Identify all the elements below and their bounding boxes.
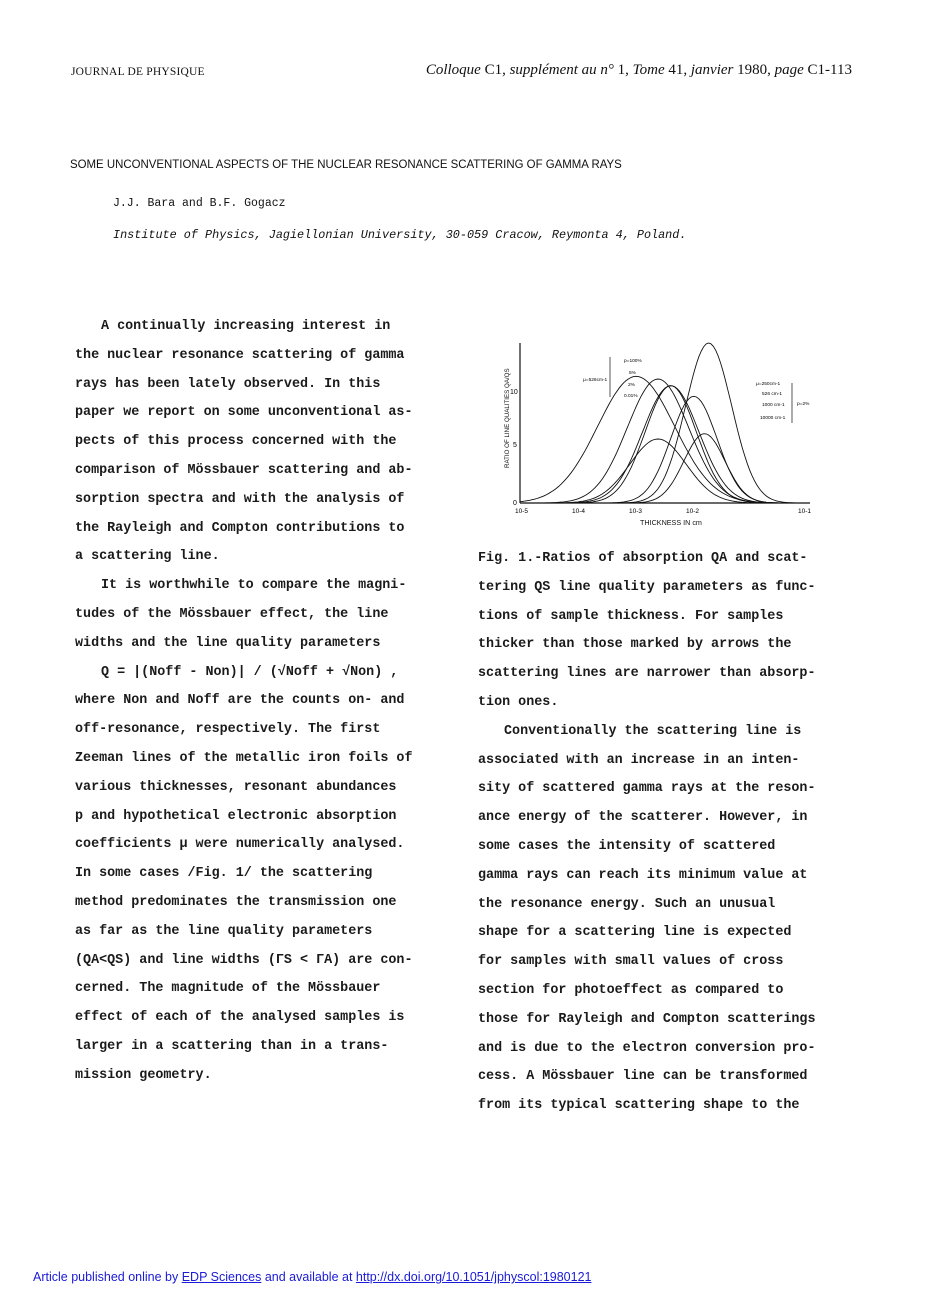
text-line: (QA<QS) and line widths (ΓS < ΓA) are con- [75, 952, 413, 968]
left-column-text [75, 313, 455, 1091]
text-line: for samples with small values of cross [478, 954, 784, 970]
figure-caption-line: tering QS line quality parameters as func- [478, 579, 816, 595]
legend-mu-item: 10000 cm-1 [760, 416, 786, 421]
xtick-label: 10-2 [686, 508, 700, 515]
legend-p-right: p=2% [797, 402, 810, 407]
figure-caption-line: thicker than those marked by arrows the [478, 637, 792, 653]
legend-p-item: 2% [628, 383, 635, 388]
right-column-text [478, 545, 858, 1121]
text-line: method predominates the transmission one [75, 894, 397, 910]
text-line: sity of scattered gamma rays at the reson- [478, 781, 816, 797]
text-line: and is due to the electron conversion pro- [478, 1040, 816, 1056]
x-axis-label: THICKNESS IN cm [640, 518, 702, 527]
text-line: p and hypothetical electronic absorption [75, 808, 397, 824]
publication-footer: Article published online by EDP Sciences and available at http://dx.doi.org/10.1051/jphyscol:1980121 [33, 1270, 592, 1284]
series-line [520, 434, 810, 503]
edp-sciences-link[interactable]: EDP Sciences [181, 1270, 262, 1284]
text-line: section for photoeffect as compared to [478, 982, 784, 998]
figure-caption-line: tion ones. [478, 694, 559, 710]
text-line: larger in a scattering than in a trans- [75, 1038, 389, 1054]
text-line: some cases the intensity of scattered [478, 838, 776, 854]
text-line: It is worthwhile to compare the magni- [101, 578, 407, 594]
paper-title: SOME UNCONVENTIONAL ASPECTS OF THE NUCLEAR RESONANCE SCATTERING OF GAMMA RAYS [70, 157, 622, 171]
legend-p-item: 5% [629, 371, 636, 376]
issue-reference: Colloque C1, supplément au n° 1, Tome 41, janvier 1980, page C1-113 [425, 62, 852, 78]
series-line [520, 396, 810, 503]
text-line: In some cases /Fig. 1/ the scattering [75, 866, 373, 882]
series-line [520, 439, 810, 503]
text-line: effect of each of the analysed samples is [75, 1010, 405, 1026]
text-line: a scattering line. [75, 549, 220, 565]
text-line: Conventionally the scattering line is [504, 723, 802, 739]
text-line: as far as the line quality parameters [75, 923, 373, 939]
text-line: paper we report on some unconventional as- [75, 405, 413, 421]
text-line: cerned. The magnitude of the Mössbauer [75, 981, 381, 997]
xtick-label: 10-4 [572, 508, 586, 515]
text-line: cess. A Mössbauer line can be transformed [478, 1069, 808, 1085]
text-line: ance energy of the scatterer. However, in [478, 810, 808, 826]
text-line: rays has been lately observed. In this [75, 376, 381, 392]
legend-p-item: 0.01% [624, 394, 638, 399]
figure-caption-line: tions of sample thickness. For samples [478, 608, 784, 624]
figure-caption-line: scattering lines are narrower than absorp- [478, 666, 816, 682]
text-line: off-resonance, respectively. The first [75, 722, 381, 738]
text-line: gamma rays can reach its minimum value at [478, 867, 808, 883]
text-line: the Rayleigh and Compton contributions to [75, 520, 405, 536]
text-line: A continually increasing interest in [101, 319, 391, 334]
y-axis-label: RATIO OF LINE QUALITIES QA/QS [504, 368, 511, 468]
text-line: sorption spectra and with the analysis of [75, 491, 405, 507]
legend-p-item: p=100% [624, 359, 642, 364]
legend-mu-item: μ=250cm-1 [756, 382, 781, 387]
paper-authors: J.J. Bara and B.F. Gogacz [113, 197, 286, 210]
ytick-label: 0 [513, 500, 517, 507]
journal-name: JOURNAL DE PHYSIQUE [71, 66, 205, 78]
xtick-label: 10-3 [629, 508, 643, 515]
equation: Q = |(Noff - Non)| / (√Noff + √Non) , [101, 664, 399, 680]
text-line: from its typical scattering shape to the [478, 1098, 800, 1114]
text-line: shape for a scattering line is expected [478, 925, 792, 941]
text-line: where Non and Noff are the counts on- and [75, 693, 405, 709]
doi-link[interactable]: http://dx.doi.org/10.1051/jphyscol:1980121 [355, 1270, 592, 1284]
ytick-label: 10 [510, 389, 518, 396]
legend-mu-left: μ=526cm-1 [583, 378, 608, 383]
ytick-label: 5 [513, 442, 517, 449]
text-line: those for Rayleigh and Compton scatterings [478, 1011, 816, 1027]
series-line [520, 343, 810, 503]
xtick-label: 10-5 [515, 508, 529, 515]
text-line: tudes of the Mössbauer effect, the line [75, 606, 389, 622]
text-line: mission geometry. [75, 1067, 212, 1083]
figure-caption-line: Fig. 1.-Ratios of absorption QA and scat- [478, 551, 808, 566]
legend-mu-item: 1000 cm-1 [762, 403, 785, 408]
paper-institution: Institute of Physics, Jagiellonian University, 30-059 Cracow, Reymonta 4, Poland. [113, 228, 687, 242]
text-line: associated with an increase in an inten- [478, 752, 800, 768]
text-line: widths and the line quality parameters [75, 635, 381, 651]
xtick-label: 10-1 [798, 508, 812, 515]
text-line: Zeeman lines of the metallic iron foils of [75, 750, 413, 766]
text-line: pects of this process concerned with the [75, 434, 397, 450]
text-line: the nuclear resonance scattering of gamma [75, 347, 405, 363]
text-line: comparison of Mössbauer scattering and ab- [75, 462, 413, 478]
legend-mu-item: 526 cm-1 [762, 392, 782, 397]
text-line: the resonance energy. Such an unusual [478, 896, 776, 912]
text-line: various thicknesses, resonant abundances [75, 779, 397, 795]
figure-1-chart [505, 333, 840, 533]
text-line: coefficients μ were numerically analysed. [75, 837, 405, 853]
